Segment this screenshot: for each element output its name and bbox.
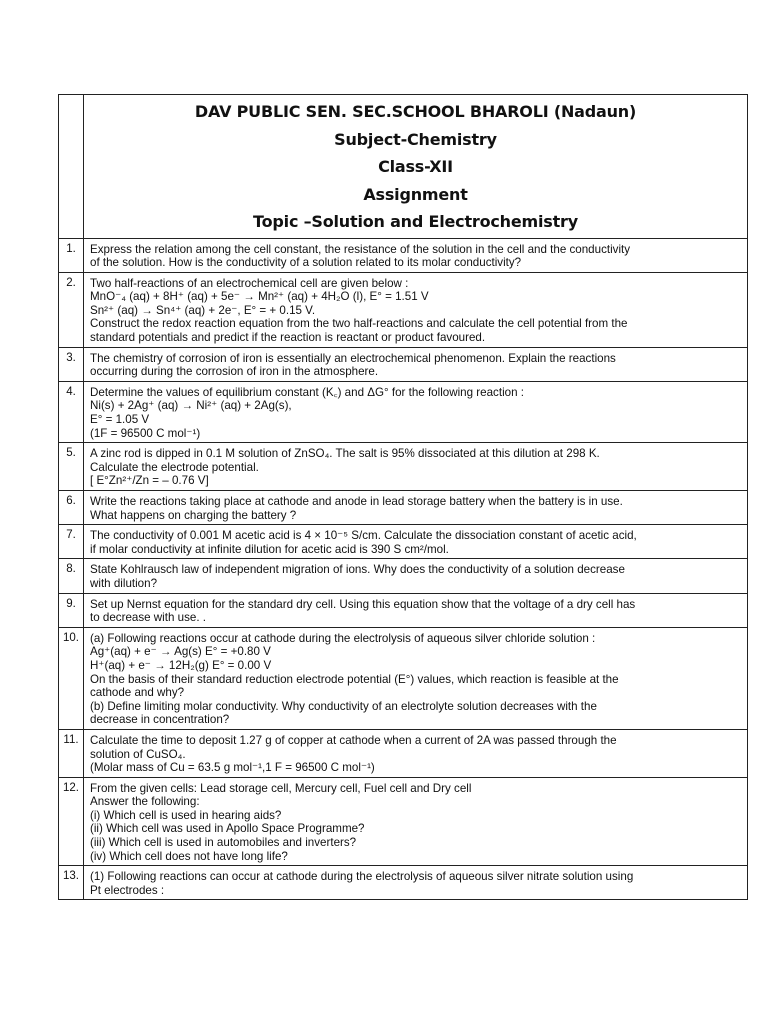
question-text — [84, 491, 748, 525]
question-line: What happens on charging the battery ? — [90, 508, 297, 522]
question-row — [59, 525, 748, 559]
question-row — [59, 729, 748, 777]
question-line: On the basis of their standard reduction electrode potential (E°) values, which reaction is feasible at the — [90, 672, 619, 686]
question-text — [84, 729, 748, 777]
question-text — [84, 381, 748, 442]
question-line: The conductivity of 0.001 M acetic acid is 4 × 10⁻⁵ S/cm. Calculate the dissociation constant of acetic acid, — [90, 529, 637, 543]
question-list — [59, 238, 748, 900]
question-line: Answer the following: — [90, 795, 200, 809]
question-line: (iv) Which cell does not have long life? — [90, 849, 288, 863]
question-line: of the solution. How is the conductivity of a solution related to its molar conductivity? — [90, 256, 522, 270]
question-line: standard potentials and predict if the reaction is reactant or product favoured. — [90, 331, 486, 345]
question-line: From the given cells: Lead storage cell, Mercury cell, Fuel cell and Dry cell — [90, 781, 472, 795]
question-text — [84, 777, 748, 866]
question-line: The chemistry of corrosion of iron is essentially an electrochemical phenomenon. Explain the reactions — [90, 351, 616, 365]
question-line: with dilution? — [90, 576, 158, 590]
question-line: Write the reactions taking place at cathode and anode in lead storage battery when the battery is in use. — [90, 495, 623, 508]
question-line: Construct the redox reaction equation from the two half-reactions and calculate the cell potential from the — [90, 317, 628, 331]
question-line: Ni(s) + 2Ag⁺ (aq) → Ni²⁺ (aq) + 2Ag(s), — [90, 399, 292, 413]
header-num-cell — [59, 95, 84, 239]
question-text — [84, 525, 748, 559]
question-row — [59, 559, 748, 593]
question-text — [84, 593, 748, 627]
question-number: 1. — [59, 238, 84, 272]
question-number: 7. — [59, 525, 84, 559]
question-line: (b) Define limiting molar conductivity. Why conductivity of an electrolyte solution decreases with the — [90, 699, 597, 713]
question-text — [84, 272, 748, 347]
assignment-title: Assignment — [363, 184, 468, 204]
question-line: Sn²⁺ (aq) → Sn⁴⁺ (aq) + 2e⁻, E° = + 0.15 V. — [90, 303, 316, 317]
question-line: State Kohlrausch law of independent migration of ions. Why does the conductivity of a solution decrease — [90, 563, 625, 577]
assignment-sheet — [58, 94, 748, 900]
question-line: cathode and why? — [90, 686, 185, 700]
question-text — [84, 559, 748, 593]
question-line: (1F = 96500 C mol⁻¹) — [90, 426, 201, 440]
question-row — [59, 443, 748, 491]
question-line: Calculate the electrode potential. — [90, 460, 259, 474]
question-line: (ii) Which cell was used in Apollo Space Programme? — [90, 822, 365, 836]
question-line: A zinc rod is dipped in 0.1 M solution of ZnSO₄. The salt is 95% dissociated at this dilution at 298 K. — [90, 447, 600, 461]
question-line: Express the relation among the cell constant, the resistance of the solution in the cell and the conductivity — [90, 242, 631, 256]
question-line: Determine the values of equilibrium constant (K꜀) and ΔG° for the following reaction : — [90, 385, 524, 399]
header-cell — [84, 95, 748, 239]
question-line: to decrease with use. . — [90, 611, 206, 625]
subject-title: Subject-Chemistry — [334, 129, 497, 149]
question-row — [59, 491, 748, 525]
question-number: 6. — [59, 491, 84, 525]
question-line: (iii) Which cell is used in automobiles and inverters? — [90, 836, 357, 850]
question-number: 4. — [59, 381, 84, 442]
question-number: 3. — [59, 347, 84, 381]
question-line: Two half-reactions of an electrochemical cell are given below : — [90, 276, 409, 290]
question-text — [84, 238, 748, 272]
question-text — [84, 627, 748, 729]
question-text — [84, 347, 748, 381]
question-row — [59, 381, 748, 442]
question-number: 12. — [59, 777, 84, 866]
question-number: 10. — [59, 627, 84, 729]
question-line: (a) Following reactions occur at cathode during the electrolysis of aqueous silver chloride solution : — [90, 631, 596, 645]
header-row — [59, 95, 748, 239]
question-row — [59, 272, 748, 347]
question-line: solution of CuSO₄. — [90, 747, 186, 761]
question-line: Pt electrodes : — [90, 883, 165, 897]
question-text — [84, 443, 748, 491]
question-row — [59, 593, 748, 627]
question-row — [59, 777, 748, 866]
assignment-table — [58, 94, 748, 900]
school-name: DAV PUBLIC SEN. SEC.SCHOOL BHAROLI (Nadaun) — [194, 102, 637, 121]
question-row — [59, 627, 748, 729]
question-line: (i) Which cell is used in hearing aids? — [90, 808, 282, 822]
question-line: (Molar mass of Cu = 63.5 g mol⁻¹,1 F = 96500 C mol⁻¹) — [90, 761, 375, 775]
question-line: [ E°Zn²⁺/Zn = – 0.76 V] — [90, 474, 209, 488]
question-number: 5. — [59, 443, 84, 491]
question-number: 13. — [59, 866, 84, 900]
question-text — [84, 866, 748, 900]
question-row — [59, 238, 748, 272]
question-row — [59, 866, 748, 900]
question-line: occurring during the corrosion of iron in the atmosphere. — [90, 365, 379, 379]
question-line: Calculate the time to deposit 1.27 g of copper at cathode when a current of 2A was passed through the — [90, 733, 617, 747]
question-line: Ag⁺(aq) + e⁻ → Ag(s) E° = +0.80 V — [90, 645, 271, 659]
question-line: if molar conductivity at infinite dilution for acetic acid is 390 S cm²/mol. — [90, 542, 449, 556]
question-line: (1) Following reactions can occur at cathode during the electrolysis of aqueous silver nitrate solution using — [90, 870, 634, 884]
topic-title: Topic –Solution and Electrochemistry — [253, 212, 578, 231]
question-line: H⁺(aq) + e⁻ → 12H₂(g) E° = 0.00 V — [90, 658, 272, 672]
question-line: E° = 1.05 V — [90, 413, 150, 427]
question-number: 2. — [59, 272, 84, 347]
question-number: 11. — [59, 729, 84, 777]
question-number: 8. — [59, 559, 84, 593]
question-line: decrease in concentration? — [90, 713, 230, 727]
question-row — [59, 347, 748, 381]
question-number: 9. — [59, 593, 84, 627]
question-line: MnO⁻₄ (aq) + 8H⁺ (aq) + 5e⁻ → Mn²⁺ (aq) + 4H₂O (l), E° = 1.51 V — [90, 290, 429, 304]
question-line: Set up Nernst equation for the standard dry cell. Using this equation show that the voltage of a dry cell has — [90, 597, 636, 611]
class-title: Class-XII — [378, 157, 453, 176]
